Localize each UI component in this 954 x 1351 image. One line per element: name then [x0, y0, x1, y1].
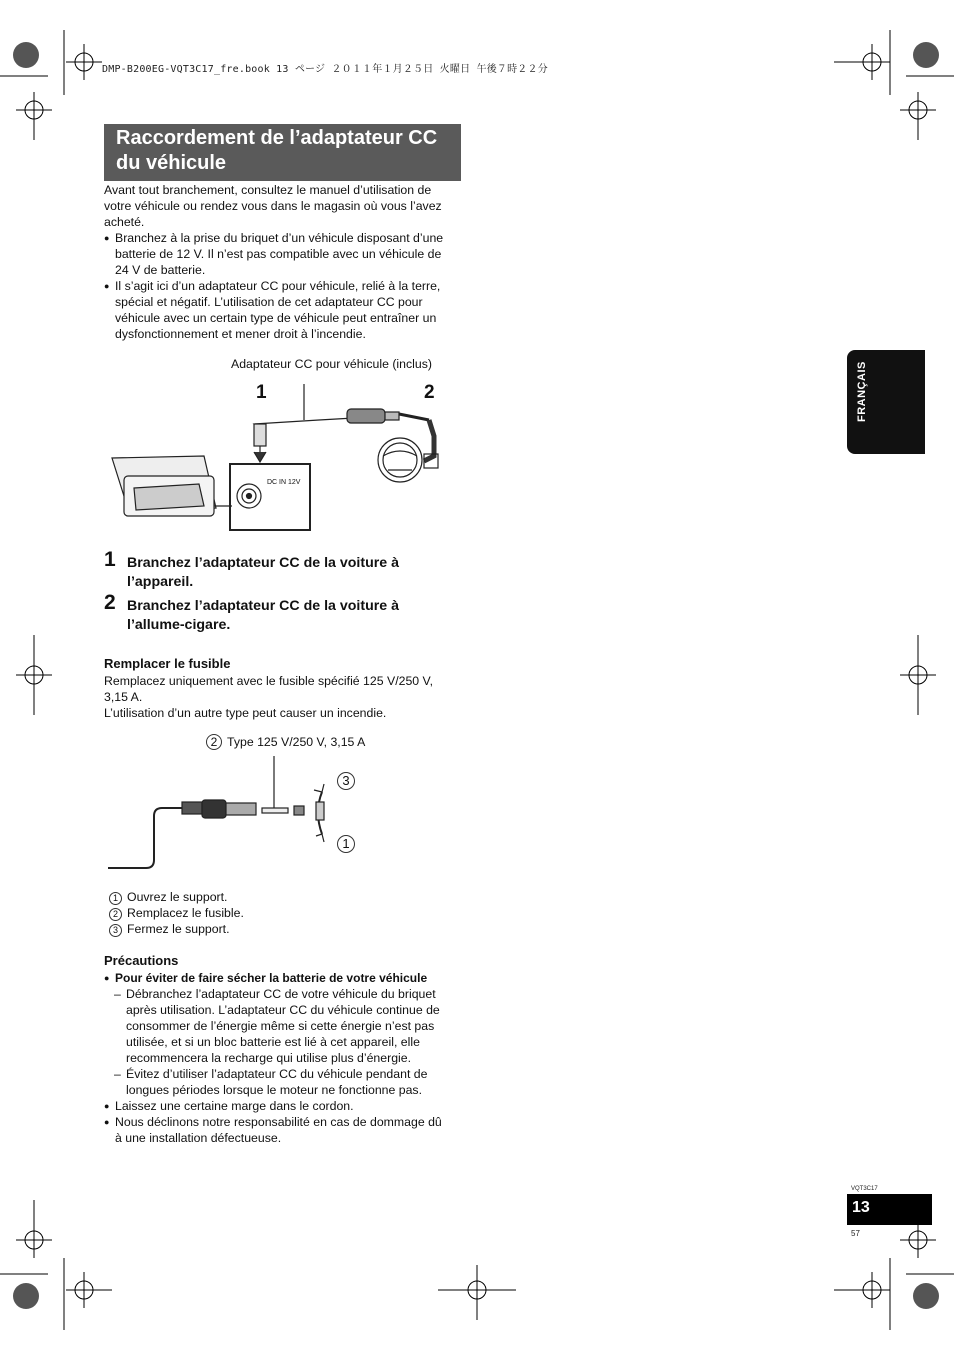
section-title-line2: du véhicule [116, 152, 227, 174]
list-item: 3 Fermez le support. [109, 921, 459, 937]
fuse-replacement-illustration [104, 752, 374, 872]
precautions-list [104, 970, 464, 1146]
precaution-dash: – Évitez d’utiliser l’adaptateur CC du véhicule pendant de longues périodes lorsque le moteur ne fonctionne pas. [104, 1066, 464, 1098]
dc-jack-label: DC IN 12V [267, 479, 301, 486]
marker-3: 3 [337, 772, 355, 790]
intro-line: acheté. [104, 215, 145, 229]
precaution-bold-bullet: ● Pour éviter de faire sécher la batterie de votre véhicule [104, 970, 464, 986]
sub-page-number: 57 [851, 1229, 860, 1238]
precaution-bullet: ● Laissez une certaine marge dans le cordon. [104, 1098, 464, 1114]
page-number: 13 [852, 1199, 870, 1216]
step-1-text: Branchez l’adaptateur CC de la voiture à l’appareil. [127, 555, 400, 590]
marker-1-label [337, 835, 360, 853]
language-tab-label: FRANÇAIS [856, 361, 868, 422]
step-1 [104, 548, 464, 592]
step-1-number: 1 [104, 548, 116, 571]
precaution-dash: – Débranchez l’adaptateur CC de votre véhicule du briquet après utilisation. L’adaptateur CC du véhicule continue de consommer de l’énergie même si cette énergie n’est pas utilisée, et si un bloc batterie est lié à cet appareil, elle recommencera la recharge qui utilise plus d’énergie. [104, 986, 464, 1066]
fuse-text: Remplacez uniquement avec le fusible spécifié 125 V/250 V, 3,15 A. L’utilisation d’un autre type peut causer un incendie. [104, 674, 434, 720]
list-item: 2 Remplacez le fusible. [109, 905, 459, 921]
step-2-number: 2 [104, 591, 116, 614]
figure1-label-2: 2 [424, 382, 435, 403]
step-2 [104, 591, 464, 635]
marker-2: 2 [206, 734, 222, 750]
figure1-label-1: 1 [256, 382, 267, 403]
marker-1: 1 [337, 835, 355, 853]
precautions-heading: Précautions [104, 953, 179, 968]
fuse-heading: Remplacer le fusible [104, 656, 231, 671]
file-header: DMP-B200EG-VQT3C17_fre.book 13 ページ ２０１１年１月２５日 火曜日 午後７時２２分 [102, 64, 548, 75]
intro-bullet: ● Branchez à la prise du briquet d’un véhicule disposant d’une batterie de 12 V. Il n’est pas compatible avec un véhicule de 24 V de batterie. [104, 230, 464, 278]
precaution-bullet: ● Nous déclinons notre responsabilité en cas de dommage dû à une installation défectueuse. [104, 1114, 464, 1146]
marker-3-label [337, 772, 360, 790]
intro-text [104, 182, 464, 342]
intro-line: Avant tout branchement, consultez le manuel d’utilisation de [104, 183, 432, 197]
intro-bullet: ● Il s’agit ici d’un adaptateur CC pour véhicule, relié à la terre, spécial et négatif. L’utilisation de cet adaptateur CC pour véhicule avec un certain type de véhicule peut entraîner un dysfonctionnement et mener droit à l’incendie. [104, 278, 464, 342]
fuse-steps-list [109, 889, 459, 937]
doc-code: VQT3C17 [851, 1186, 878, 1192]
section-title [116, 126, 456, 176]
section-title-line1: Raccordement de l’adaptateur CC [116, 127, 438, 149]
step-2-text: Branchez l’adaptateur CC de la voiture à l’allume-cigare. [127, 598, 400, 633]
list-item: 1 Ouvrez le support. [109, 889, 459, 905]
figure1-caption: Adaptateur CC pour véhicule (inclus) [231, 357, 432, 371]
fuse-type-label: 2 Type 125 V/250 V, 3,15 A [206, 734, 365, 750]
intro-line: votre véhicule ou rendez vous dans le magasin où vous l’avez [104, 199, 442, 213]
car-adapter-illustration [104, 376, 449, 536]
